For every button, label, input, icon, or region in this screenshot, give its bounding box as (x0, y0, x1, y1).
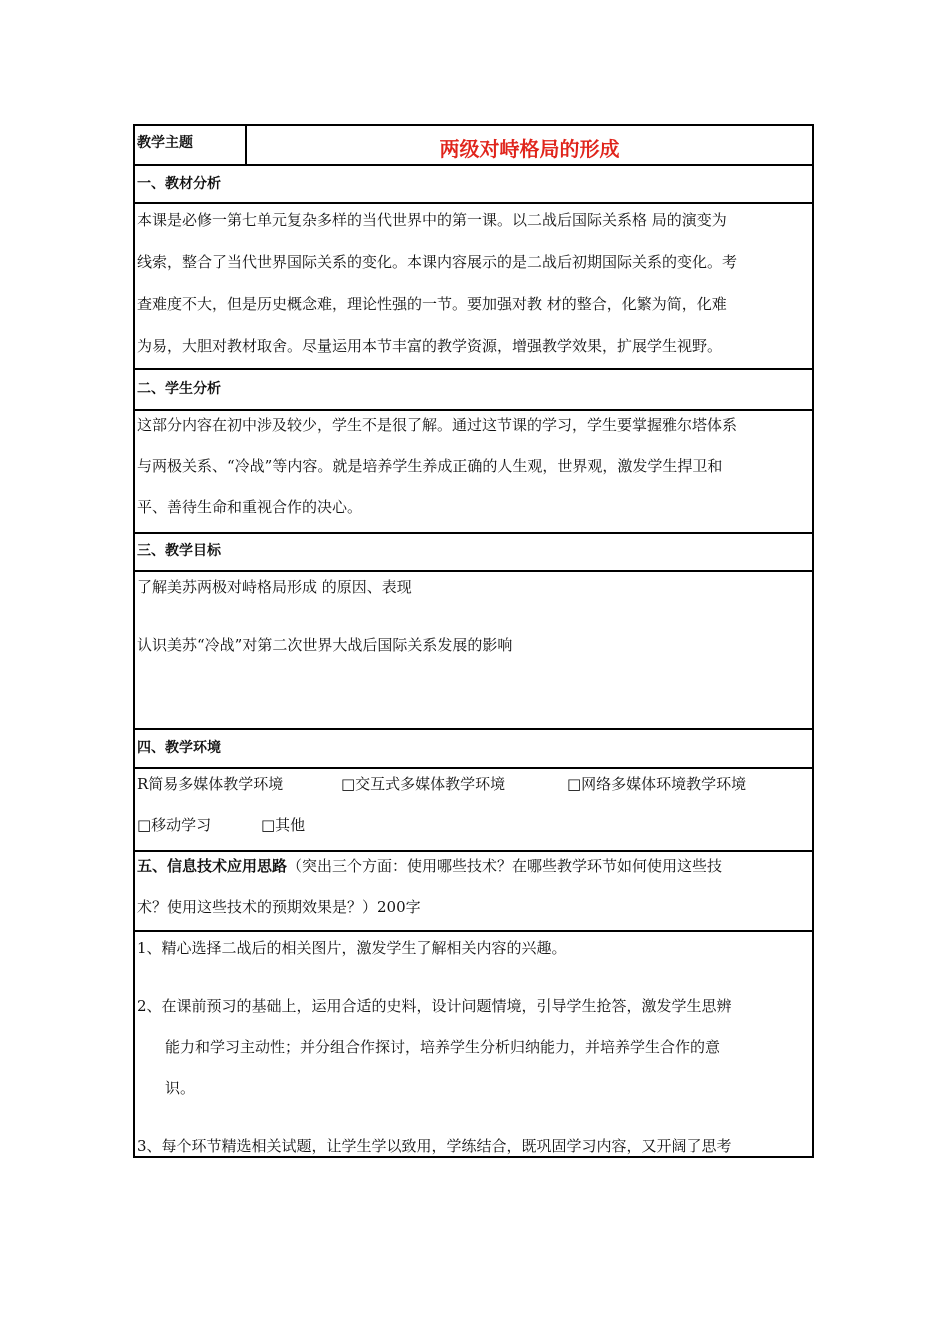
section-heading-row (135, 852, 812, 932)
environment-option[interactable]: □移动学习 (137, 816, 212, 834)
section-heading-row (135, 370, 812, 411)
environment-option[interactable]: □网络多媒体环境教学环境 (567, 775, 747, 793)
paragraph-line: 这部分内容在初中涉及较少，学生不是很了解。通过这节课的学习，学生要掌握雅尔塔体系 (137, 416, 738, 434)
paragraph-line: 为易，大胆对教材取舍。尽量运用本节丰富的教学资源，增强教学效果，扩展学生视野。 (137, 337, 723, 355)
section-heading-row (135, 534, 812, 572)
list-item: 1、精心选择二战后的相关图片，激发学生了解相关内容的兴趣。 (137, 939, 567, 957)
paragraph-line: 平、善待生命和重视合作的决心。 (137, 498, 363, 516)
section-body-row (135, 572, 812, 730)
section-body-row (135, 932, 812, 1158)
objective-line: 了解美苏两极对峙格局形成 的原因、表现 (137, 578, 412, 596)
section-heading-row (135, 166, 812, 204)
paragraph-line: 与两极关系、“冷战”等内容。就是培养学生养成正确的人生观，世界观，激发学生捍卫和 (137, 457, 723, 475)
environment-options-row (135, 769, 812, 852)
objective-line: 认识美苏“冷战”对第二次世界大战后国际关系发展的影响 (137, 636, 513, 654)
section-body-row (135, 411, 812, 534)
section-heading (137, 856, 722, 876)
list-item: 2、在课前预习的基础上，运用合适的史料，设计问题情境，引导学生抢答，激发学生思辨 (137, 997, 732, 1015)
section-heading: 四、教学环境 (137, 740, 221, 756)
list-item-continuation: 识。 (165, 1079, 196, 1097)
section-heading-row (135, 730, 812, 769)
section-heading-note: 术？使用这些技术的预期效果是？）200字 (137, 898, 421, 916)
topic-label: 教学主题 (137, 135, 193, 151)
section-heading-bold: 五、信息技术应用思路 (137, 857, 288, 875)
list-item: 3、每个环节精选相关试题，让学生学以致用，学练结合，既巩固学习内容，又开阔了思考 (137, 1137, 732, 1155)
paragraph-line: 本课是必修一第七单元复杂多样的当代世界中的第一课。以二战后国际关系格 局的演变为 (137, 211, 727, 229)
section-heading-note: （突出三个方面：使用哪些技术？在哪些教学环节如何使用这些技 (287, 857, 723, 875)
environment-option[interactable]: R简易多媒体教学环境 (137, 775, 284, 793)
section-body-row (135, 204, 812, 370)
environment-option[interactable]: □其他 (261, 816, 306, 834)
section-heading: 一、教材分析 (137, 176, 221, 192)
paragraph-line: 查难度不大，但是历史概念难，理论性强的一节。要加强对教 材的整合，化繁为简，化难 (137, 295, 727, 313)
header-row (135, 126, 812, 166)
lesson-plan-table (133, 124, 814, 1158)
section-heading: 二、学生分析 (137, 381, 221, 397)
environment-option[interactable]: □交互式多媒体教学环境 (341, 775, 506, 793)
page-title: 两级对峙格局的形成 (439, 137, 620, 161)
list-item-continuation: 能力和学习主动性；并分组合作探讨，培养学生分析归纳能力，并培养学生合作的意 (165, 1038, 721, 1056)
section-heading: 三、教学目标 (137, 543, 221, 559)
title-cell (245, 126, 812, 164)
paragraph-line: 线索，整合了当代世界国际关系的变化。本课内容展示的是二战后初期国际关系的变化。考 (137, 253, 738, 271)
